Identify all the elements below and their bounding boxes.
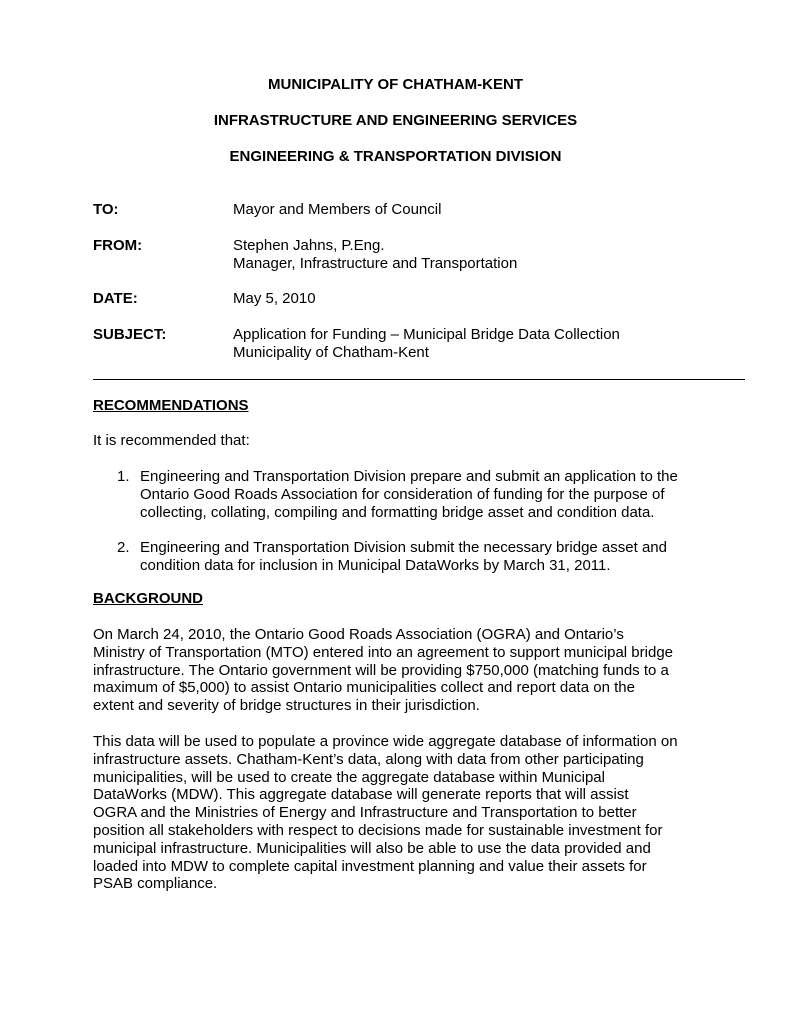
from-value [233,237,517,273]
recommendations-heading: RECOMMENDATIONS [93,397,249,414]
background-paragraph-1 [93,626,713,715]
recommendation-number-2: 2. [117,539,130,556]
to-value: Mayor and Members of Council [233,201,442,218]
subject-line-1: Application for Funding – Municipal Bridge Data Collection [233,326,620,343]
bg-p1-line-5: extent and severity of bridge structures in their jurisdiction. [93,697,480,715]
recommendation-1-line-3: collecting, collating, compiling and formatting bridge asset and condition data. [140,503,655,521]
subject-label: SUBJECT: [93,326,167,343]
date-label: DATE: [93,290,138,307]
to-label: TO: [93,201,119,218]
bg-p2-line-6: position all stakeholders with respect to decisions made for sustainable investment for [93,821,663,839]
from-name: Stephen Jahns, P.Eng. [233,237,385,254]
bg-p2-line-2: infrastructure assets. Chatham-Kent’s data, along with data from other participating [93,750,644,768]
bg-p1-line-3: infrastructure. The Ontario government will be providing $750,000 (matching funds to a [93,661,669,679]
bg-p2-line-9: PSAB compliance. [93,875,218,893]
bg-p2-line-4: DataWorks (MDW). This aggregate database will generate reports that will assist [93,786,629,804]
bg-p1-line-1: On March 24, 2010, the Ontario Good Roads Association (OGRA) and Ontario’s [93,626,624,643]
background-heading: BACKGROUND [93,590,203,607]
bg-p2-line-8: loaded into MDW to complete capital investment planning and value their assets for [93,857,647,875]
recommendation-number-1: 1. [117,468,130,485]
bg-p2-line-7: municipal infrastructure. Municipalities will also be able to use the data provided and [93,839,651,857]
header-divider [93,379,745,380]
recommendation-1-line-2: Ontario Good Roads Association for consideration of funding for the purpose of [140,485,665,503]
date-value: May 5, 2010 [233,290,316,307]
recommendation-2-line-2: condition data for inclusion in Municipal DataWorks by March 31, 2011. [140,556,611,574]
from-label: FROM: [93,237,143,254]
recommendation-2-line-1: Engineering and Transportation Division submit the necessary bridge asset and [140,539,667,556]
bg-p1-line-2: Ministry of Transportation (MTO) entered into an agreement to support municipal bridge [93,643,674,661]
recommendation-1-line-1: Engineering and Transportation Division prepare and submit an application to the [140,468,678,485]
background-paragraph-2 [93,733,713,893]
recommendation-item-2 [140,539,667,575]
division-heading: ENGINEERING & TRANSPORTATION DIVISION [229,148,562,165]
bg-p1-line-4: maximum of $5,000) to assist Ontario municipalities collect and report data on the [93,679,635,697]
municipality-heading: MUNICIPALITY OF CHATHAM-KENT [268,76,523,93]
department-heading: INFRASTRUCTURE AND ENGINEERING SERVICES [213,112,578,129]
recommendation-item-1 [140,468,678,521]
bg-p2-line-3: municipalities, will be used to create the aggregate database within Municipal [93,768,605,786]
from-title: Manager, Infrastructure and Transportation [233,255,518,272]
recommendations-intro: It is recommended that: [93,432,250,449]
subject-line-2: Municipality of Chatham-Kent [233,344,429,361]
bg-p2-line-1: This data will be used to populate a province wide aggregate database of information on [93,733,678,750]
bg-p2-line-5: OGRA and the Ministries of Energy and Infrastructure and Transportation to better [93,804,637,822]
subject-value [233,326,620,362]
